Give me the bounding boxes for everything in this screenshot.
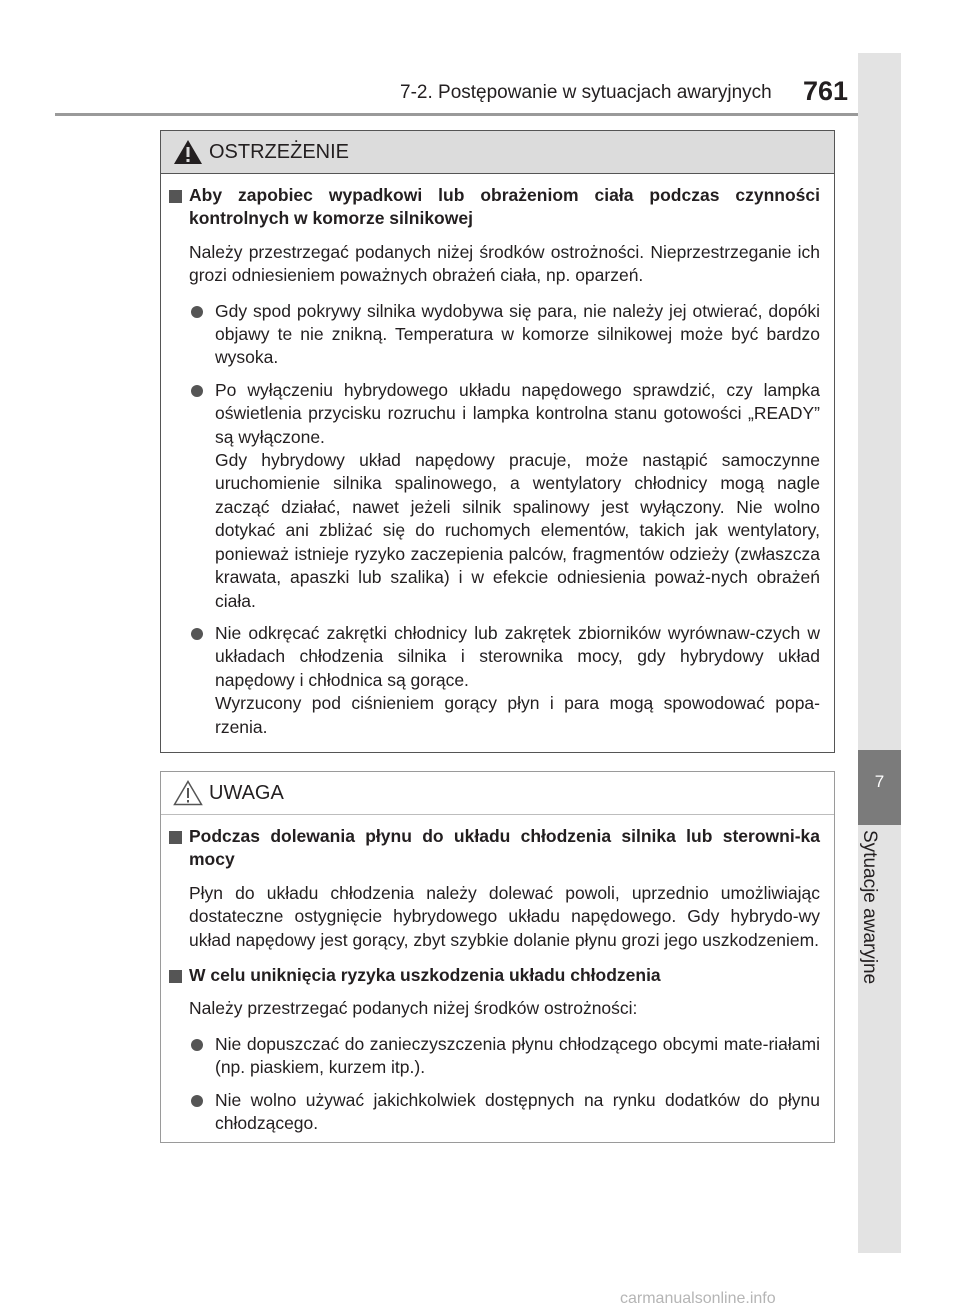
bullet-continuation: Wyrzucony pod ciśnieniem gorący płyn i para mogą spowodować popa-rzenia.: [215, 693, 820, 737]
chapter-number: 7: [874, 772, 885, 791]
caution-header: [161, 772, 834, 815]
section-title: 7-2. Postępowanie w sytuacjach awaryjnych: [400, 82, 772, 103]
watermark: carmanualsonline.info: [620, 1290, 776, 1307]
list-item: Po wyłączeniu hybrydowego układu napędowego sprawdzić, czy lampka oświetlenia przycisku rozruchu i lampka kontrolna stanu gotowości „READY” są wyłączone. Gdy hybrydowy układ napędowy pracuje, może nastąpić samoczynne uruchomienie silnika spalinowego, a wentylatory chłodnicy mogą nagle zacząć działać, nawet jeżeli silnik spalinowy jest wyłączony. Nie wolno dotykać ani zbliżać się do ruchomych elementów, takich jak wentylatory, ponieważ istnieje ryzyko zaczepienia palców, fragmentów odzieży (zwłaszcza krawata, apaszki lub szalika) i w efekcie odniesienia poważ-nych obrażeń ciała.: [215, 379, 820, 613]
warning-title: OSTRZEŻENIE: [209, 141, 350, 163]
list-item: Nie odkręcać zakrętki chłodnicy lub zakrętek zbiorników wyrównaw-czych w układach chłodzenia silnika i sterownika mocy, gdy hybrydowy układ napędowy i chłodnica są gorące. Wyrzucony pod ciśnieniem gorący płyn i para mogą spowodować popa-rzenia.: [215, 622, 820, 739]
list-item: Nie dopuszczać do zanieczyszczenia płynu chłodzącego obcymi mate-riałami (np. piaskiem, kurzem itp.).: [215, 1033, 820, 1080]
bullet-dot-icon: [191, 1095, 203, 1107]
side-tab-strip: [858, 53, 901, 1253]
square-bullet-icon: [169, 970, 182, 983]
caution-triangle-icon: [173, 780, 203, 806]
page-number: 761: [803, 76, 849, 106]
warning-box: [160, 130, 835, 753]
warning-header: [161, 131, 834, 174]
caution-item-text: Płyn do układu chłodzenia należy dolewać powoli, uprzednio umożliwiając dostateczne ostygnięcie hybrydowego układu napędowego. Gdy hybrydo-wy układ napędowy jest gorący, zbyt szybkie dolanie płynu grozi jego uszkodzeniem.: [189, 882, 820, 950]
warning-triangle-icon: [173, 139, 203, 165]
bullet-dot-icon: [191, 628, 203, 640]
warning-body: [161, 174, 834, 739]
bullet-dot-icon: [191, 306, 203, 318]
bullet-dot-icon: [191, 385, 203, 397]
warning-item-title: Aby zapobiec wypadkowi lub obrażeniom ciała podczas czynności kontrolnych w komorze silnikowej: [167, 184, 820, 231]
square-bullet-icon: [169, 190, 182, 203]
caution-item-title: Podczas dolewania płynu do układu chłodzenia silnika lub sterowni-ka mocy: [167, 825, 820, 872]
list-item: Nie wolno używać jakichkolwiek dostępnych na rynku dodatków do płynu chłodzącego.: [215, 1089, 820, 1136]
caution-body: [161, 815, 834, 1135]
chapter-label: Sytuacje awaryjne: [859, 830, 880, 985]
caution-item-title: W celu uniknięcia ryzyka uszkodzenia układu chłodzenia: [167, 964, 820, 987]
header-divider: [55, 113, 900, 116]
square-bullet-icon: [169, 831, 182, 844]
caution-box: [160, 771, 835, 1143]
list-item: Gdy spod pokrywy silnika wydobywa się para, nie należy jej otwierać, dopóki objawy te nie znikną. Temperatura w komorze silnikowej może być bardzo wysoka.: [215, 300, 820, 370]
warning-intro: Należy przestrzegać podanych niżej środków ostrożności. Nieprzestrzeganie ich grozi odniesieniem poważnych obrażeń ciała, np. oparzeń.: [189, 241, 820, 286]
caution-title: UWAGA: [209, 782, 284, 804]
bullet-dot-icon: [191, 1039, 203, 1051]
caution-item-intro: Należy przestrzegać podanych niżej środków ostrożności:: [189, 998, 638, 1019]
chapter-tab: [858, 750, 901, 825]
bullet-continuation: Gdy hybrydowy układ napędowy pracuje, może nastąpić samoczynne uruchomienie silnika spalinowego, a wentylatory chłodnicy mogą nagle zacząć działać, nawet jeżeli silnik spalinowy jest wyłączony. Nie wolno dotykać ani zbliżać się do ruchomych elementów, takich jak wentylatory, ponieważ istnieje ryzyko zaczepienia palców, fragmentów odzieży (zwłaszcza krawata, apaszki lub szalika) i w efekcie odniesienia poważ-nych obrażeń ciała.: [215, 450, 820, 611]
